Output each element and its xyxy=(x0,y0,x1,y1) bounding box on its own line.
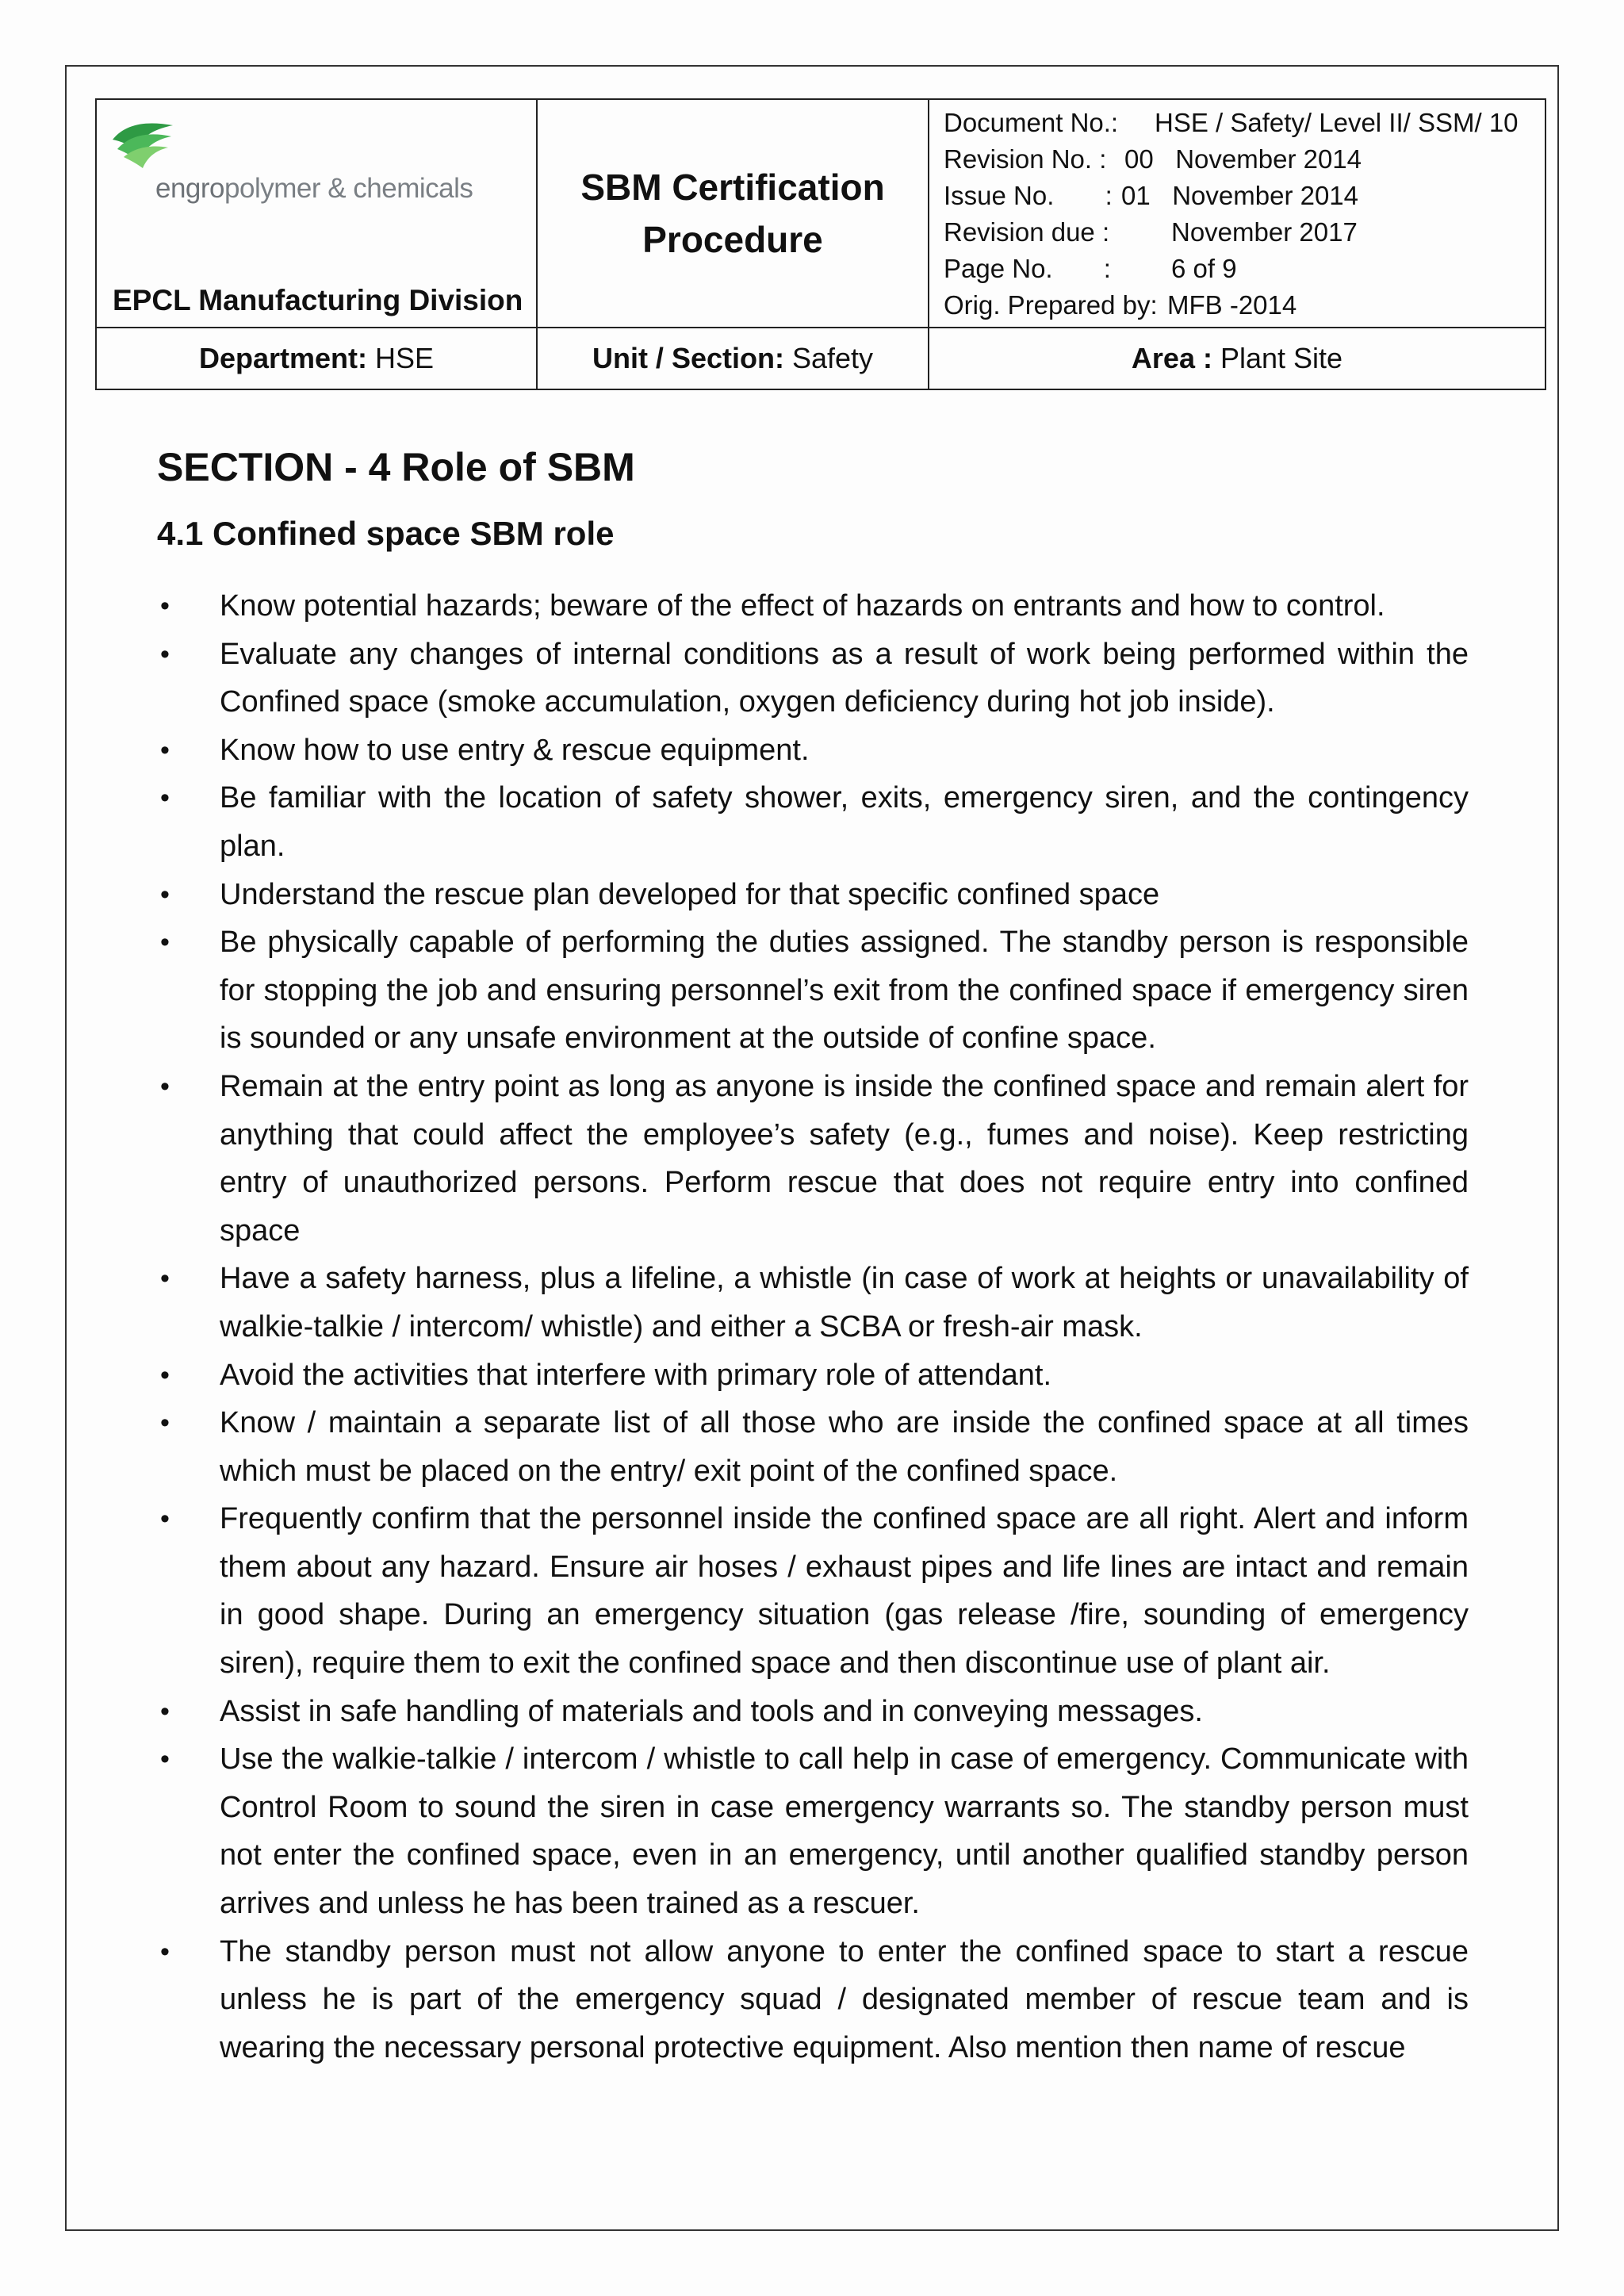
revision-no-row: Revision No. : 00 November 2014 xyxy=(944,144,1362,174)
list-item-text: Evaluate any changes of internal conditions as a result of work being performed within the Confined space (smoke accumulation, oxygen deficiency during hot job inside). xyxy=(220,637,1469,719)
list-item-text: Remain at the entry point as long as anyone is inside the confined space and remain alert for anything that could affect the employee’s safety (e.g., fumes and noise). Keep restricting entry of unauthorized persons. Perform rescue that does not require entry into confined space xyxy=(220,1069,1469,1248)
document-metadata xyxy=(929,99,1545,328)
bullet-icon: • xyxy=(160,1263,170,1294)
page-no-row: Page No. : 6 of 9 xyxy=(944,254,1237,283)
logo-wordmark: engropolymer & chemicals xyxy=(155,173,473,204)
bullet-icon: • xyxy=(160,1408,170,1439)
list-item-text: Be familiar with the location of safety shower, exits, emergency siren, and the contingency plan. xyxy=(220,781,1469,863)
bullet-icon: • xyxy=(160,783,170,814)
list-item xyxy=(157,1255,1469,1351)
list-item xyxy=(157,1688,1469,1736)
list-item xyxy=(157,726,1469,775)
issue-no-row: Issue No. : 01 November 2014 xyxy=(944,181,1359,210)
bullet-icon: • xyxy=(160,1936,170,1967)
list-item xyxy=(157,774,1469,870)
list-item-text: Know how to use entry & rescue equipment. xyxy=(220,733,810,767)
area-cell: Area : Plant Site xyxy=(929,328,1545,389)
bullet-icon: • xyxy=(160,879,170,910)
bullet-icon: • xyxy=(160,1504,170,1535)
list-item xyxy=(157,631,1469,726)
list-item xyxy=(157,1063,1469,1255)
bullet-icon: • xyxy=(160,927,170,958)
orig-prepared-row: Orig. Prepared by: MFB -2014 xyxy=(944,290,1297,320)
document-header-table xyxy=(95,98,1546,390)
list-item xyxy=(157,918,1469,1063)
list-item-text: Know / maintain a separate list of all those who are inside the confined space at all times which must be placed on the entry/ exit point of the confined space. xyxy=(220,1406,1469,1488)
list-item-text: Avoid the activities that interfere with primary role of attendant. xyxy=(220,1358,1052,1392)
list-item-text: Understand the rescue plan developed for that specific confined space xyxy=(220,877,1160,911)
unit-section-cell: Unit / Section: Safety xyxy=(537,328,929,389)
division-name: EPCL Manufacturing Division xyxy=(113,284,523,316)
list-item-text: Use the walkie-talkie / intercom / whistle to call help in case of emergency. Communicate with Control Room to sound the siren in case emergency warrants so. The standby person must not enter the confined space, even in an emergency, until another qualified standby person arrives and unless he has been trained as a rescuer. xyxy=(220,1742,1469,1921)
list-item-text: Assist in safe handling of materials and tools and in conveying messages. xyxy=(220,1694,1203,1728)
list-item xyxy=(157,1399,1469,1495)
document-title-cell xyxy=(537,99,929,328)
document-no-row: Document No.: HSE / Safety/ Level II/ SSM/ 10 xyxy=(944,108,1519,137)
list-item-text: Frequently confirm that the personnel inside the confined space are all right. Alert and inform them about any hazard. Ensure air hoses / exhaust pipes and life lines are intact and remain in good shape. During an emergency situation (gas release /fire, sounding of emergency siren), require them to exit the confined space and then discontinue use of plant air. xyxy=(220,1502,1469,1681)
list-item-text: Know potential hazards; beware of the effect of hazards on entrants and how to control. xyxy=(220,589,1385,623)
list-item xyxy=(157,871,1469,919)
logo-cell xyxy=(96,99,537,328)
list-item xyxy=(157,1735,1469,1927)
bullet-icon: • xyxy=(160,638,170,669)
subsection-heading: 4.1 Confined space SBM role xyxy=(157,515,615,552)
list-item xyxy=(157,1495,1469,1687)
list-item-text: Be physically capable of performing the duties assigned. The standby person is responsible for stopping the job and ensuring personnel’s exit from the confined space if emergency siren is sounded or any unsafe environment at the outside of confine space. xyxy=(220,926,1469,1056)
document-title-line1: SBM Certification xyxy=(580,167,885,208)
bullet-icon: • xyxy=(160,1071,170,1102)
section-heading: SECTION - 4 Role of SBM xyxy=(157,445,635,489)
list-item-text: The standby person must not allow anyone to enter the confined space to start a rescue unless he is part of the emergency squad / designated member of rescue team and is wearing the necessary personal protective equipment. Also mention then name of rescue xyxy=(220,1934,1469,2064)
engro-leaf-icon xyxy=(111,117,174,173)
role-bullet-list xyxy=(157,582,1469,2072)
bullet-icon: • xyxy=(160,1696,170,1727)
department-cell: Department: HSE xyxy=(96,328,537,389)
list-item xyxy=(157,1928,1469,2072)
revision-due-row: Revision due : November 2017 xyxy=(944,217,1358,247)
bullet-icon: • xyxy=(160,1744,170,1775)
document-body xyxy=(157,435,1469,2072)
bullet-icon: • xyxy=(160,591,170,621)
list-item xyxy=(157,1351,1469,1400)
bullet-icon: • xyxy=(160,734,170,765)
bullet-icon: • xyxy=(160,1359,170,1390)
list-item xyxy=(157,582,1469,631)
company-logo xyxy=(111,117,473,204)
list-item-text: Have a safety harness, plus a lifeline, a whistle (in case of work at heights or unavailability of walkie-talkie / intercom/ whistle) and either a SCBA or fresh-air mask. xyxy=(220,1262,1469,1343)
document-title-line2: Procedure xyxy=(642,219,823,260)
